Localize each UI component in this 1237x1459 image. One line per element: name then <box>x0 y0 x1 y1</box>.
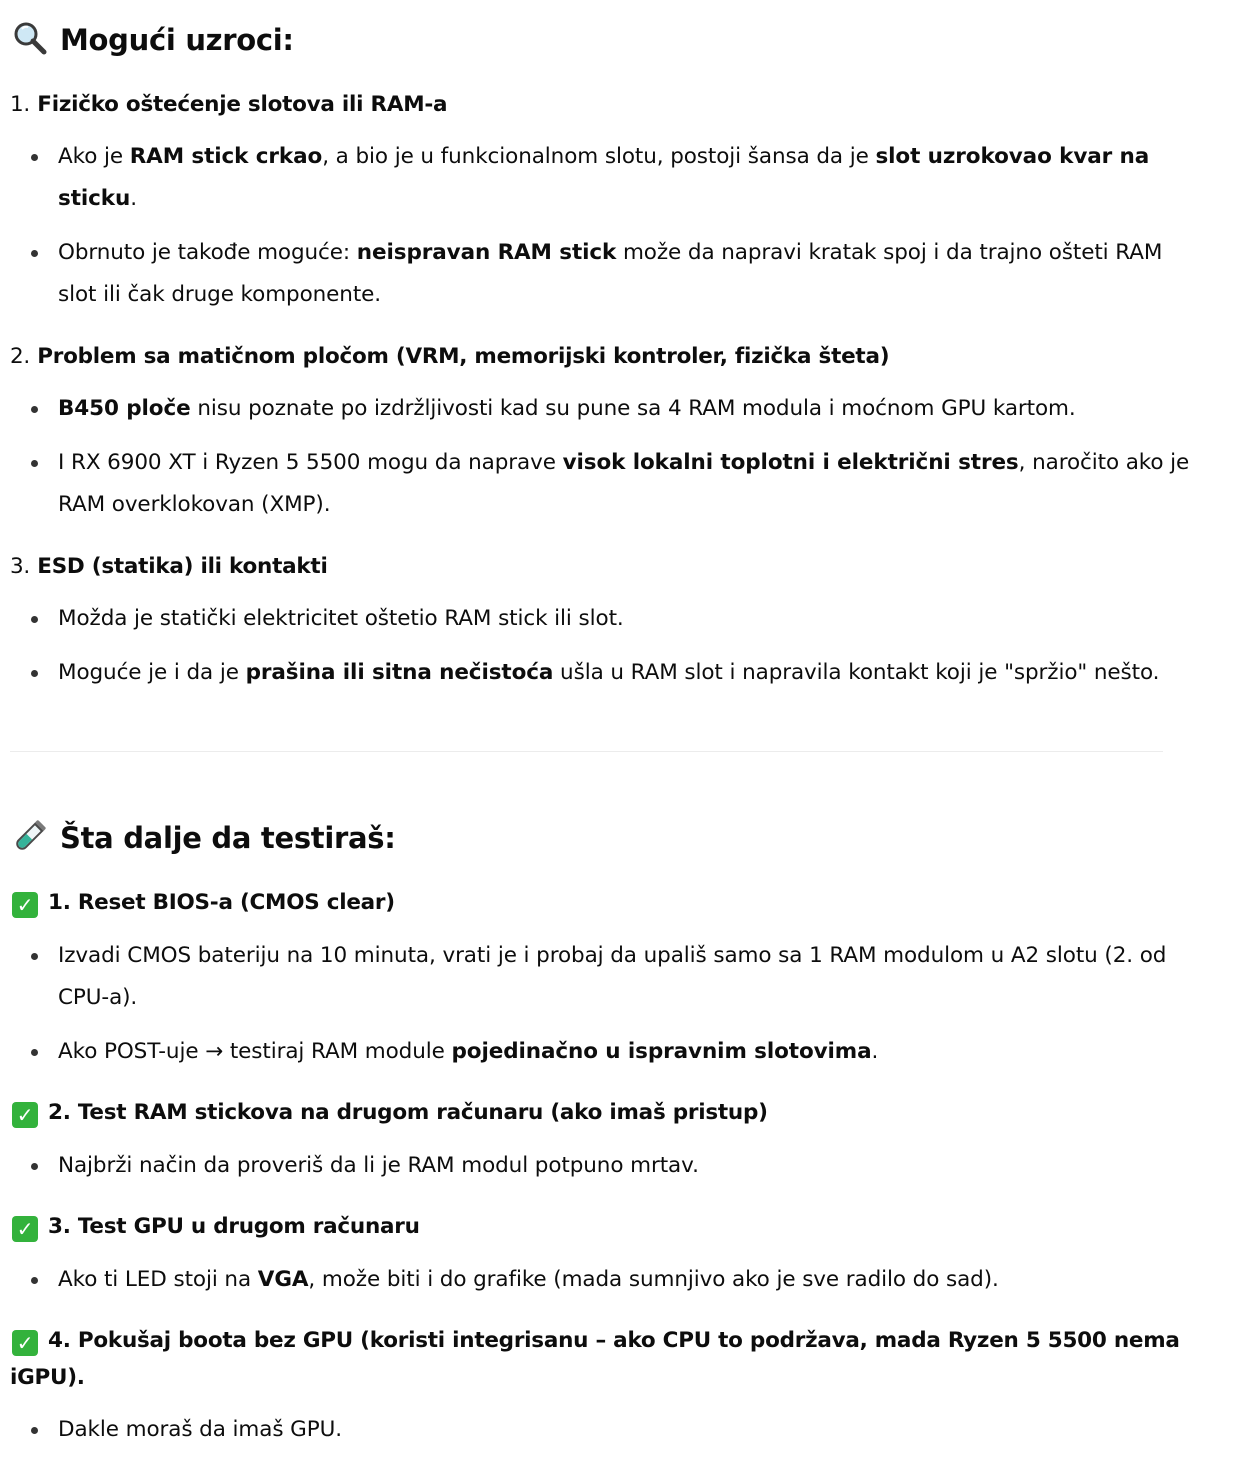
list-item: Izvadi CMOS bateriju na 10 minuta, vrati je i probaj da upališ samo sa 1 RAM modulom u A2 slotu (2. od <box>58 943 1167 968</box>
section-heading-causes <box>12 20 294 63</box>
list-item: Možda je statički elektricitet oštetio RAM stick ili slot. <box>58 606 624 631</box>
section-title: Mogući uzroci: <box>60 23 294 57</box>
bullet <box>31 250 38 257</box>
bullet <box>31 1277 38 1284</box>
list-item: Obrnuto je takođe moguće: neispravan RAM stick može da napravi kratak spoj i da trajno ošteti RAM <box>58 240 1163 265</box>
list-item: B450 ploče nisu poznate po izdržljivosti kad su pune sa 4 RAM modula i moćnom GPU kartom. <box>58 396 1076 421</box>
section-heading-tests <box>12 818 396 861</box>
cause-heading-2: 2. Problem sa matičnom pločom (VRM, memorijski kontroler, fizička šteta) <box>10 344 890 369</box>
checkmark-icon: ✓ <box>12 1102 38 1128</box>
bullet <box>31 616 38 623</box>
list-item: Dakle moraš da imaš GPU. <box>58 1417 342 1442</box>
section-title: Šta dalje da testiraš: <box>60 821 396 855</box>
test-heading-1: ✓ 1. Reset BIOS-a (CMOS clear) <box>12 890 395 918</box>
bullet <box>31 953 38 960</box>
bullet <box>31 406 38 413</box>
list-item: I RX 6900 XT i Ryzen 5 5500 mogu da naprave visok lokalni toplotni i električni stres, naročito ako je <box>58 450 1190 475</box>
list-item: Najbrži način da proveriš da li je RAM modul potpuno mrtav. <box>58 1153 699 1178</box>
checkmark-icon: ✓ <box>12 1330 38 1356</box>
list-item-continued: RAM overklokovan (XMP). <box>58 492 331 517</box>
bullet <box>31 670 38 677</box>
list-item-continued: sticku. <box>58 186 137 211</box>
list-item: Ako ti LED stoji na VGA, može biti i do grafike (mada sumnjivo ako je sve radilo do sad). <box>58 1267 999 1292</box>
checkmark-icon: ✓ <box>12 1216 38 1242</box>
test-heading-4-continued: iGPU). <box>10 1365 85 1390</box>
magnifier-icon <box>12 20 48 63</box>
checkmark-icon: ✓ <box>12 892 38 918</box>
bullet <box>31 1163 38 1170</box>
divider <box>10 751 1163 752</box>
test-heading-4: ✓ 4. Pokušaj boota bez GPU (koristi integrisanu – ako CPU to podržava, mada Ryzen 5 5500 nema <box>12 1328 1180 1356</box>
bullet <box>31 1427 38 1434</box>
list-item-continued: CPU-a). <box>58 985 138 1010</box>
cause-heading-1: 1. Fizičko oštećenje slotova ili RAM-a <box>10 92 448 117</box>
list-item-continued: slot ili čak druge komponente. <box>58 282 382 307</box>
test-heading-3: ✓ 3. Test GPU u drugom računaru <box>12 1214 420 1242</box>
list-item: Ako POST-uje → testiraj RAM module pojedinačno u ispravnim slotovima. <box>58 1039 879 1064</box>
list-item: Ako je RAM stick crkao, a bio je u funkcionalnom slotu, postoji šansa da je slot uzrokovao kvar na <box>58 144 1150 169</box>
bullet <box>31 154 38 161</box>
test-heading-2: ✓ 2. Test RAM stickova na drugom računaru (ako imaš pristup) <box>12 1100 768 1128</box>
cause-heading-3: 3. ESD (statika) ili kontakti <box>10 554 328 579</box>
test-tube-icon <box>12 818 48 861</box>
bullet <box>31 460 38 467</box>
bullet <box>31 1049 38 1056</box>
list-item: Moguće je i da je prašina ili sitna nečistoća ušla u RAM slot i napravila kontakt koji je "spržio" nešto. <box>58 660 1160 685</box>
